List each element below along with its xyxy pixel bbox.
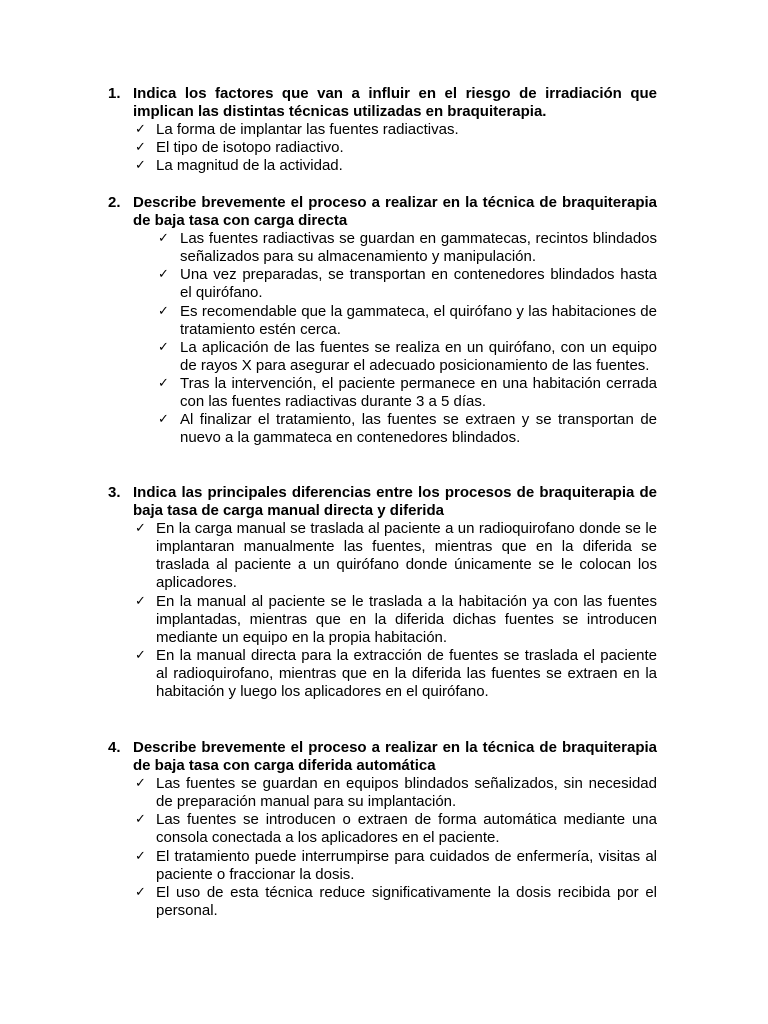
list-item-text: En la manual directa para la extracción de fuentes se traslada el paciente al radioquirofano, mientras que en la diferida las fuentes se extraen en la habitación y luego los aplicadores en el quirófano. bbox=[156, 646, 657, 701]
checkmark-icon: ✓ bbox=[135, 848, 146, 864]
list-item-text: En la manual al paciente se le traslada a la habitación ya con las fuentes implantadas, mientras que en la diferida dichas fuentes se introducen mediante un equipo en la propia habitación. bbox=[156, 592, 657, 646]
list-item bbox=[108, 848, 657, 884]
checkmark-icon: ✓ bbox=[158, 375, 169, 391]
question-title: Indica los factores que van a influir en el riesgo de irradiación que implican las distintas técnicas utilizadas en braquiterapia. bbox=[133, 85, 657, 121]
list-item bbox=[108, 775, 657, 811]
list-item bbox=[108, 303, 657, 339]
checkmark-icon: ✓ bbox=[135, 521, 146, 537]
question-3 bbox=[108, 484, 657, 701]
checkmark-icon: ✓ bbox=[135, 140, 146, 156]
checkmark-icon: ✓ bbox=[158, 303, 169, 319]
question-heading bbox=[108, 194, 657, 230]
answer-list bbox=[108, 520, 657, 701]
list-item-text: La forma de implantar las fuentes radiactivas. bbox=[156, 121, 459, 139]
list-item bbox=[108, 266, 657, 302]
checkmark-icon: ✓ bbox=[158, 231, 169, 247]
checkmark-icon: ✓ bbox=[158, 412, 169, 428]
list-item bbox=[108, 884, 657, 920]
list-item-text: Las fuentes se guardan en equipos blindados señalizados, sin necesidad de preparación manual para su implantación. bbox=[156, 775, 657, 811]
list-item bbox=[108, 411, 657, 447]
question-heading bbox=[108, 484, 657, 520]
checkmark-icon: ✓ bbox=[135, 647, 146, 663]
list-item bbox=[108, 139, 657, 157]
list-item-text: Es recomendable que la gammateca, el quirófano y las habitaciones de tratamiento estén cerca. bbox=[180, 302, 657, 338]
list-item bbox=[108, 375, 657, 411]
list-item bbox=[108, 339, 657, 375]
question-number: 3. bbox=[108, 484, 121, 501]
question-title: Indica las principales diferencias entre los procesos de braquiterapia de baja tasa de carga manual directa y diferida bbox=[133, 484, 657, 520]
question-number: 1. bbox=[108, 85, 121, 102]
list-item-text: Las fuentes radiactivas se guardan en gammatecas, recintos blindados señalizados para su almacenamiento y manipulación. bbox=[180, 230, 657, 266]
list-item bbox=[108, 157, 657, 175]
question-heading bbox=[108, 739, 657, 775]
answer-list bbox=[108, 121, 657, 175]
list-item-text: Al finalizar el tratamiento, las fuentes se extraen y se transportan de nuevo a la gammateca en contenedores blindados. bbox=[180, 411, 657, 447]
list-item-text: Una vez preparadas, se transportan en contenedores blindados hasta el quirófano. bbox=[180, 266, 657, 302]
list-item-text: El uso de esta técnica reduce significativamente la dosis recibida por el personal. bbox=[156, 883, 657, 919]
checkmark-icon: ✓ bbox=[135, 776, 146, 792]
question-4 bbox=[108, 739, 657, 920]
list-item-text: El tratamiento puede interrumpirse para cuidados de enfermería, visitas al paciente o fraccionar la dosis. bbox=[156, 847, 657, 883]
question-1 bbox=[108, 85, 657, 175]
list-item bbox=[108, 647, 657, 701]
list-item-text: La magnitud de la actividad. bbox=[156, 157, 343, 175]
list-item-text: La aplicación de las fuentes se realiza en un quirófano, con un equipo de rayos X para asegurar el adecuado posicionamiento de las fuentes. bbox=[180, 338, 657, 374]
list-item bbox=[108, 593, 657, 647]
list-item bbox=[108, 230, 657, 266]
checkmark-icon: ✓ bbox=[135, 593, 146, 609]
question-number: 4. bbox=[108, 739, 121, 756]
checkmark-icon: ✓ bbox=[158, 339, 169, 355]
answer-list bbox=[108, 230, 657, 447]
list-item bbox=[108, 811, 657, 847]
answer-list bbox=[108, 775, 657, 920]
question-heading bbox=[108, 85, 657, 121]
checkmark-icon: ✓ bbox=[135, 812, 146, 828]
list-item-text: Las fuentes se introducen o extraen de forma automática mediante una consola conectada a los aplicadores en el paciente. bbox=[156, 811, 657, 847]
list-item bbox=[108, 520, 657, 592]
checkmark-icon: ✓ bbox=[135, 884, 146, 900]
checkmark-icon: ✓ bbox=[135, 158, 146, 174]
list-item-text: En la carga manual se traslada al paciente a un radioquirofano donde se le implantaran manualmente las fuentes, mientras que en la diferida se traslada al paciente a un quirófano donde únicamente se le colocan los aplicadores. bbox=[156, 520, 657, 592]
question-number: 2. bbox=[108, 194, 121, 211]
list-item bbox=[108, 121, 657, 139]
checkmark-icon: ✓ bbox=[158, 267, 169, 283]
list-item-text: El tipo de isotopo radiactivo. bbox=[156, 139, 344, 157]
list-item-text: Tras la intervención, el paciente permanece en una habitación cerrada con las fuentes radiactivas durante 3 a 5 días. bbox=[180, 374, 657, 411]
question-title: Describe brevemente el proceso a realizar en la técnica de braquiterapia de baja tasa con carga directa bbox=[133, 194, 657, 230]
question-title: Describe brevemente el proceso a realizar en la técnica de braquiterapia de baja tasa con carga diferida automática bbox=[133, 739, 657, 775]
question-2 bbox=[108, 194, 657, 447]
checkmark-icon: ✓ bbox=[135, 122, 146, 138]
